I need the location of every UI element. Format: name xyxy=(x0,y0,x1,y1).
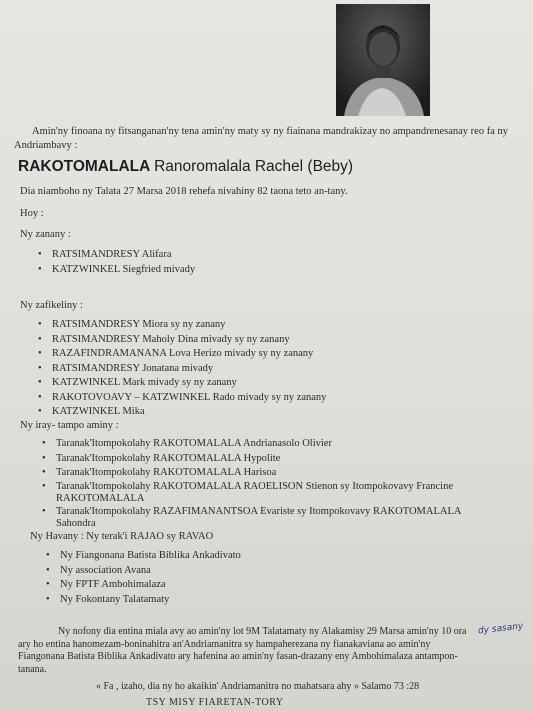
list-item: • Taranak'Itompokolahy RAZAFIMANANTSOA Evariste sy Itompokovavy RAKOTOMALALA Sahondra xyxy=(40,506,486,530)
family-heading: Ny Havany : Ny terak'i RAJAO sy RAVAO xyxy=(30,531,214,542)
list-item: • Ny FPTF Ambohimalaza xyxy=(44,578,241,593)
list-item: • RAKOTOVOAVY – KATZWINKEL Rado mivady sy ny zanany xyxy=(36,391,326,406)
list-item: • KATZWINKEL Mika xyxy=(36,405,326,420)
children-heading: Ny zanany : xyxy=(20,229,71,240)
deceased-surname: RAKOTOMALALA xyxy=(18,158,150,175)
children-list xyxy=(36,248,195,277)
list-item: • Ny Fokontany Talatamaty xyxy=(44,593,241,608)
siblings-list xyxy=(40,437,486,531)
list-item: • RATSIMANDRESY Alifara xyxy=(36,248,195,263)
list-item: • Ny Fiangonana Batista Biblika Ankadivato xyxy=(44,549,241,564)
list-item: • Taranak'Itompokolahy RAKOTOMALALA Andrianasolo Olivier xyxy=(40,437,486,452)
list-item: • KATZWINKEL Siegfried mivady xyxy=(36,263,195,278)
list-item: • Taranak'Itompokolahy RAKOTOMALALA Harisoa xyxy=(40,466,486,481)
list-item: • RAZAFINDRAMANANA Lova Herizo mivady sy ny zanany xyxy=(36,347,326,362)
grandchildren-heading: Ny zafikeliny : xyxy=(20,300,83,311)
list-item: • RATSIMANDRESY Miora sy ny zanany xyxy=(36,318,326,333)
hoy-label: Hoy : xyxy=(20,208,44,219)
family-list xyxy=(44,549,241,607)
intro-text: Amin'ny finoana ny fitsanganan'ny tena amin'ny maty sy ny fiainana mandrakizay no ampandrenesanay reo fa ny Andriambavy : xyxy=(14,126,508,151)
footer-note: TSY MISY FIARETAN-TORY xyxy=(146,697,284,708)
list-item: • Taranak'Itompokolahy RAKOTOMALALA Hypolite xyxy=(40,452,486,467)
funeral-details: Ny nofony dia entina miala avy ao amin'ny lot 9M Talatamaty ny Alakamisy 29 Marsa amin'ny 10 ora ary ho entina hanomezam-boninahitra an'Andriamanitra sy hampaherezana ny fianakaviana ao amin'ny Fiangonana Batista Biblika Ankadivato ary hafenina ao amin'ny fasan-drazany eny Ambohimalaza antampon-tanana. xyxy=(18,626,467,675)
list-item: • RATSIMANDRESY Jonatana mivady xyxy=(36,362,326,377)
deceased-name xyxy=(18,158,353,176)
grandchildren-list xyxy=(36,318,326,420)
list-item: • Taranak'Itompokolahy RAKOTOMALALA RAOELISON Stienon sy Itompokovavy Francine RAKOTOMALALA xyxy=(40,481,486,505)
handwritten-note: dy sasany xyxy=(477,621,524,637)
list-item: • Ny association Avana xyxy=(44,564,241,579)
siblings-heading: Ny iray- tampo aminy : xyxy=(20,420,119,431)
list-item: • KATZWINKEL Mark mivady sy ny zanany xyxy=(36,376,326,391)
deceased-given-name: Ranoromalala Rachel (Beby) xyxy=(154,158,354,175)
scripture-verse: « Fa , izaho, dia ny ho akaikin' Andriamanitra no mahatsara ahy » Salamo 73 :28 xyxy=(96,681,420,692)
list-item: • RATSIMANDRESY Maholy Dina mivady sy ny zanany xyxy=(36,333,326,348)
portrait-photo xyxy=(336,4,430,116)
death-notice: Dia niamboho ny Talata 27 Marsa 2018 rehefa nivahiny 82 taona teto an-tany. xyxy=(20,186,348,197)
